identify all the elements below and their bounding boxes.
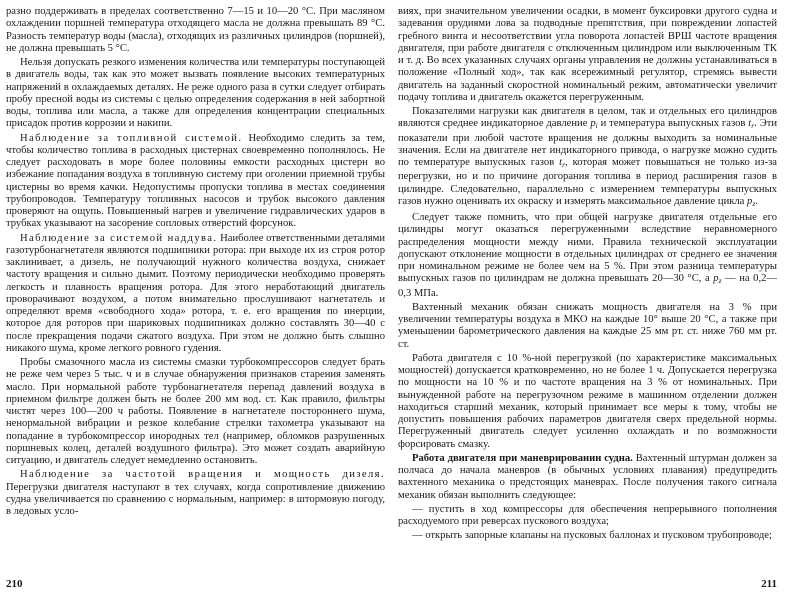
paragraph-overload-conditions: виях, при значительном увеличении осадки, в момент буксировки другого судна и задевания орудиями лова за подводные препятствия, при повреждении лопастей гребного винта и несоответствии угла поворота лопастей ВРШ частоте вращения двигателя, при работе двигателя с отключенным цилиндром или выключенным ТК и т. д. Во всех указанных случаях органы управления не должны устанавливаться в положение «Полный ход», так как всережимный регулятор, стремясь вывести двигатель на заданный скоростной номинальный режим, автоматически увеличит подачу топлива и двигатель окажется перегруженным. — [398, 6, 777, 103]
paragraph-load-indicators — [398, 106, 777, 210]
paragraph-maneuvering — [398, 453, 777, 502]
text-run: Показателями нагрузки как двигателя в целом, так и отдельных его цилиндров являются среднее индикаторное давление — [398, 106, 777, 130]
paragraph-power-reduction: Вахтенный механик обязан снижать мощность двигателя на 3 % при увеличении температуры воздуха в МКО на каждые 10° выше 20 °С, а также при уменьшении барометрического давления на каждые 25 мм рт. ст. ниже 760 мм рт. ст. — [398, 301, 777, 350]
symbol-subscript: z — [718, 276, 722, 286]
paragraph-oil-samples: Пробы смазочного масла из системы смазки турбокомпрессоров следует брать не реже чем через 5 тыс. ч и в случае обнаружения признаков старения заменять масло. При нормальной работе турбонагнетателя перепад давлений воздуха в приемном фильтре должен быть не более 200 мм вод. ст. Как правило, фильтры чистят через 100—200 ч работы. Появление в нагнетателе постороннего шума, ненормальной вибрации и резкое колебание стрелки тахометра указывают на попадание в турбокомпрессор инородных тел (например, обломков разрушенных поршневых колец, деталей воздушного фильтра). Это может создать аварийную ситуацию, и двигатель следует немедленно остановить. — [6, 357, 385, 466]
page-number-left: 210 — [6, 578, 23, 590]
list-item-valves: — открыть запорные клапаны на пусковых баллонах и пусковом трубопроводе; — [412, 530, 772, 542]
symbol-subscript: i — [595, 121, 598, 131]
text-run: . — [755, 195, 758, 207]
symbol-subscript: z — [752, 198, 756, 208]
right-page — [398, 6, 777, 600]
paragraph-fuel-system-text: Необходимо следить за тем, чтобы количество топлива в расходных цистернах своевременно пополнялось. Не следует расходовать в море более половины емкости расходных цистерн во избежание попадания воздуха в топливную систему при оголении приемной трубы цистерны во время качки. Недопустимы пропуски топлива в местах соединения трубопроводов. Температуру топливных насосов и трубок высокого давления проверяют на ощупь. Повышенный нагрев и увеличение гидравлических ударов в трубках указывают на засорение сопловых отверстий форсунок. — [6, 132, 385, 230]
left-page — [6, 6, 385, 600]
section-heading-fuel-system: Наблюдение за топливной системой. — [20, 132, 243, 144]
symbol-letter: p — [590, 118, 596, 130]
paragraph-cylinder-overload — [398, 212, 777, 300]
text-run: , которая может повышаться не только из-за перегрузки, но и по причине догорания топлива в период расширения газов в цилиндре. Следовательно, параллельно с измерением температуры выпускных газов нужно оценивать их окраску и измерять максимальное давление цикла — [398, 157, 777, 207]
symbol-p-z — [713, 273, 721, 284]
paragraph-supercharging-text: Наиболее ответственными деталями газотурбонагнетателя являются подшипники ротора: при выходе их из строя ротор заклинивает, а дизель, не получающий нужного количества воздуха, снижает частоту вращения и сильно дымит. Поэтому периодически необходимо проверять легкость и плавность вращения ротора. Для этого неработающий двигатель проворачивают воздухом, а потом внимательно прослушивают нагнетатель и определяют время «свободного хода» ротора, т. е. его вращения по инерции, которое для роторов при шариковых подшипниках должно составлять 30—40 с после прекращения подачи сжатого воздуха. При этом не должно быть слышно никакого шума, кроме легкого ровного гудения. — [6, 232, 385, 354]
paragraph-cooling-temps: разно поддерживать в пределах соответственно 7—15 и 10—20 °С. При масляном охлаждении поршней температура отходящего масла не должна превышать 89 °С. Разность температур воды (масла), отходящих из различных цилиндров (поршней), не должна превышать 5 °С. — [6, 6, 385, 54]
paragraph-fuel-system — [6, 133, 385, 231]
text-run: Следует также помнить, что при общей нагрузке двигателя отдельные его цилиндры могут оказаться перегруженными вследствие неравномерного распределения мощности между ними. Правила технической эксплуатации допускают отклонение мощности в отдельных цилиндрах от среднего ее значения при номинальном режиме не более чем на 5 %. При этом разница температуры выпускных газов по цилиндрам не должна превышать 20—30 °С, а — [398, 212, 777, 285]
list-item-compressors: — пустить в ход компрессоры для обеспечения непрерывного пополнения расходуемого при реверсах пускового воздуха; — [398, 503, 777, 527]
paragraph-maneuvering-text: Вахтенный штурман должен за полчаса до начала маневров (в обычных условиях плавания) предупредить вахтенного механика о предстоящих маневрах. После получения такого сигнала механик обязан выполнить следующее: — [398, 452, 777, 501]
symbol-letter: t — [559, 157, 563, 168]
page-number-right: 211 — [761, 578, 777, 590]
symbol-letter: p — [747, 195, 753, 207]
symbol-subscript: r — [562, 160, 566, 169]
symbol-letter: p — [713, 273, 719, 285]
text-run: . Эти показатели при любой частоте вращения не должны выходить за номинальные значения. Если на двигателе нет индикаторного привода, о нагрузке можно судить по температуре выпускных газов — [398, 118, 777, 168]
paragraph-rotation-power-text: Перегрузки двигателя наступают в тех случаях, когда сопротивление движению судна увеличивается по сравнению с нормальным, например: в штормовую погоду, в ледовых усло- — [6, 481, 385, 517]
symbol-p-i — [590, 118, 597, 129]
section-heading-supercharging: Наблюдение за системой наддува. — [20, 232, 218, 244]
symbol-letter: t — [748, 118, 752, 130]
section-heading-rotation-power: Наблюдение за частотой вращения и мощность дизеля. — [20, 469, 385, 481]
paragraph-rotation-power — [6, 469, 385, 518]
paragraph-water-sampling: Нельзя допускать резкого изменения количества или температуры поступающей в двигатель воды, так как это может вызвать появление высоких температурных напряжений в охлаждаемых деталях. Не реже одного раза в сутки следует отбирать пробу пресной воды из системы с целью определения содержания в ней забортной воды, топлива или масла, а также для определения концентрации специальных присадок против коррозии и накипи. — [6, 57, 385, 130]
paragraph-supercharging — [6, 233, 385, 356]
paragraph-overload-limits: Работа двигателя с 10 %-ной перегрузкой (по характеристике максимальных мощностей) допускается кратковременно, но не более 1 ч. Допускается перегрузка по мощности на 10 % и по частоте вращения на 3 % от номинальных. При вынужденной работе на перегрузочном режиме в машинном отделении должен находиться старший механик, который принимает все меры к тому, чтобы не допустить повышения рабочих параметров двигателя сверх предельной нормы. Перегруженный двигатель следует усиленно охлаждать и по возможности форсировать смазку. — [398, 352, 777, 450]
symbol-subscript: r — [751, 121, 755, 131]
text-run: — на 0,2—0,3 МПа. — [398, 273, 777, 299]
section-heading-maneuvering: Работа двигателя при маневрировании судна. — [412, 452, 633, 464]
text-run: и температура выпускных газов — [597, 118, 749, 130]
